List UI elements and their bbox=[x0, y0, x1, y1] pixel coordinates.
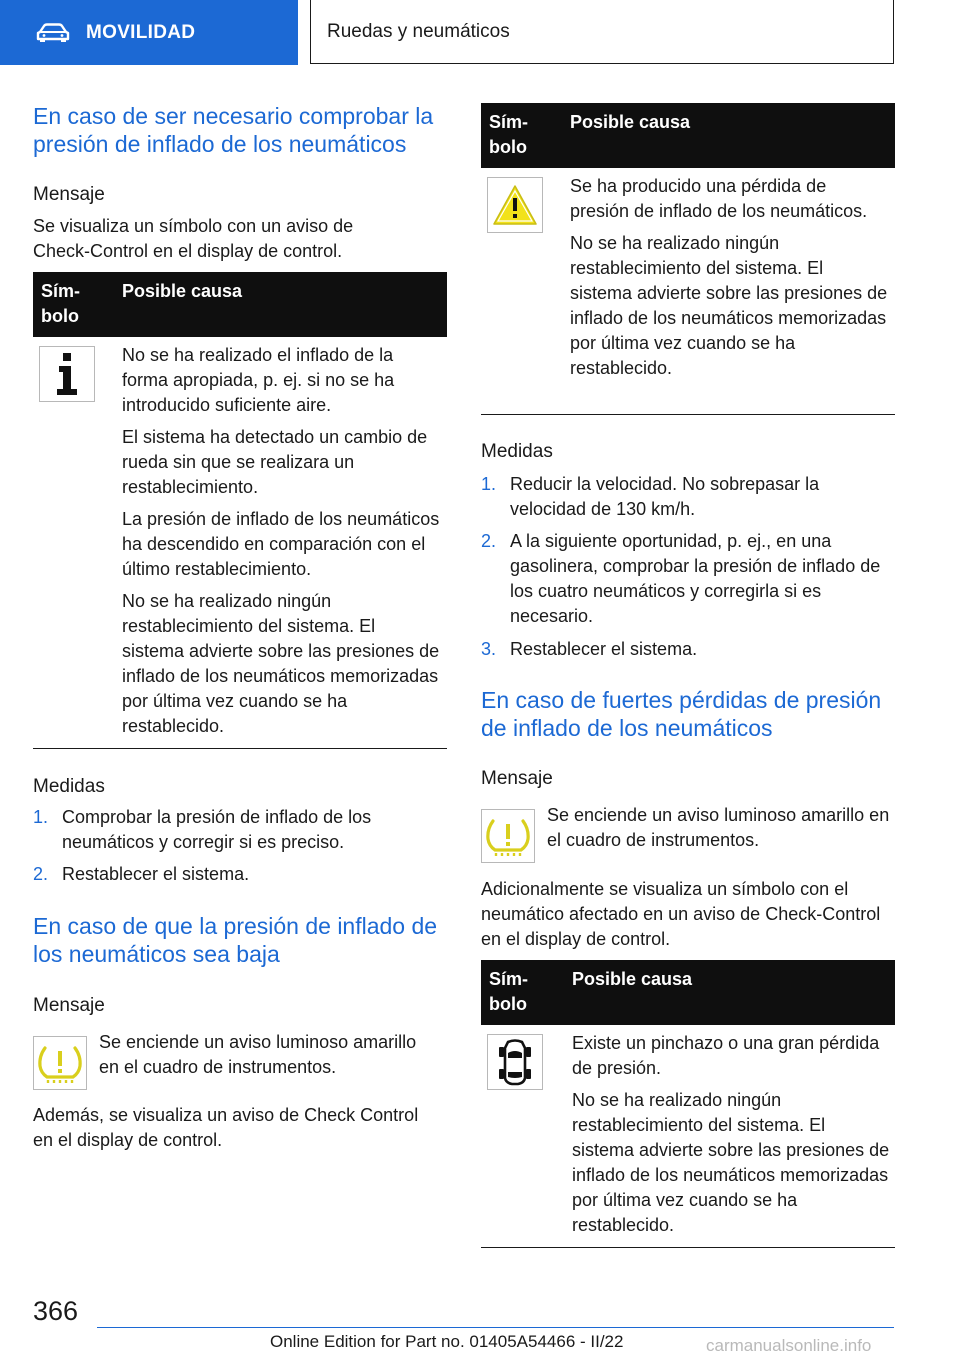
column-cause: Posible causa bbox=[570, 112, 691, 132]
watermark: carmanualsonline.info bbox=[706, 1336, 872, 1355]
heading-check-pressure: En caso de ser necesario comprobar la presión de inflado de los neumáticos bbox=[33, 103, 434, 157]
medidas-label: Medidas bbox=[481, 441, 553, 462]
section-tab bbox=[0, 0, 298, 65]
column-symbol: Sím-bolo bbox=[489, 969, 529, 1014]
section-title: MOVILIDAD bbox=[86, 21, 196, 43]
car-tire-damage-icon bbox=[487, 1034, 543, 1090]
mensaje-label: Mensaje bbox=[33, 184, 105, 205]
cause-list bbox=[122, 343, 440, 746]
cause-text: Existe un pinchazo o una gran pérdida de presión. bbox=[572, 1033, 880, 1078]
table-divider bbox=[481, 414, 895, 415]
table-divider bbox=[33, 748, 447, 749]
cause-text: La presión de inflado de los neumáticos ha descendido en comparación con el último restablecimiento. bbox=[122, 509, 440, 579]
mensaje-label: Mensaje bbox=[33, 995, 105, 1016]
cause-list bbox=[572, 1031, 890, 1245]
medidas-label: Medidas bbox=[33, 776, 105, 797]
lamp-text: Se enciende un aviso luminoso amarillo en el cuadro de instrumentos. bbox=[547, 805, 890, 850]
ademas-text: Además, se visualiza un aviso de Check Control en el display de control. bbox=[33, 1105, 419, 1150]
step-text: Comprobar la presión de inflado de los neumáticos y corregir si es preciso. bbox=[62, 807, 372, 852]
column-cause: Posible causa bbox=[122, 281, 243, 301]
cause-text: El sistema ha detectado un cambio de rueda sin que se realizara un restablecimiento. bbox=[122, 427, 428, 497]
table-header bbox=[481, 103, 895, 168]
tire-pressure-warning-icon bbox=[33, 1036, 87, 1090]
step-text: Reducir la velocidad. No sobrepasar la velocidad de 130 km/h. bbox=[510, 474, 820, 519]
cause-text: No se ha realizado ningún restablecimiento del sistema. El sistema advierte sobre las presiones de inflado de los neumáticos memorizadas por última vez cuando se ha restablecido. bbox=[122, 591, 440, 736]
edition-text: Online Edition for Part no. 01405A54466 - II/22 bbox=[270, 1332, 624, 1351]
column-symbol: Sím-bolo bbox=[41, 281, 81, 326]
cause-text: No se ha realizado ningún restablecimiento del sistema. El sistema advierte sobre las presiones de inflado de los neumáticos memorizadas por última vez cuando se ha restablecido. bbox=[572, 1090, 890, 1235]
step-number: 3. bbox=[481, 639, 497, 659]
step-text: Restablecer el sistema. bbox=[62, 864, 250, 884]
step-number: 2. bbox=[481, 531, 497, 551]
step-number: 1. bbox=[33, 807, 49, 827]
info-icon bbox=[39, 346, 95, 402]
adicional-text: Adicionalmente se visualiza un símbolo con el neumático afectado en un aviso de Check-Control en el display de control. bbox=[481, 879, 881, 949]
mensaje-text: Se visualiza un símbolo con un aviso de Check-Control en el display de control. bbox=[33, 216, 354, 261]
tire-pressure-warning-icon bbox=[481, 809, 535, 863]
column-cause: Posible causa bbox=[572, 969, 693, 989]
cause-list bbox=[570, 174, 888, 388]
footer-rule bbox=[97, 1327, 894, 1328]
table-header bbox=[33, 272, 447, 337]
page-number: 366 bbox=[33, 1296, 79, 1326]
cause-text: No se ha realizado ningún restablecimiento del sistema. El sistema advierte sobre las presiones de inflado de los neumáticos memorizadas por última vez cuando se ha restablecido. bbox=[570, 233, 888, 378]
steps-list bbox=[33, 805, 447, 895]
table-header bbox=[481, 960, 895, 1025]
steps-list bbox=[481, 472, 895, 662]
heading-low-pressure: En caso de que la presión de inflado de los neumáticos sea baja bbox=[33, 913, 438, 967]
step-text: Restablecer el sistema. bbox=[510, 639, 698, 659]
step-number: 2. bbox=[33, 864, 49, 884]
lamp-text: Se enciende un aviso luminoso amarillo en el cuadro de instrumentos. bbox=[99, 1032, 417, 1077]
heading-strong-loss: En caso de fuertes pérdidas de presión de inflado de los neumáticos bbox=[481, 687, 882, 741]
cause-text: No se ha realizado el inflado de la forma apropiada, p. ej. si no se ha introducido suficiente aire. bbox=[122, 345, 395, 415]
cause-text: Se ha producido una pérdida de presión de inflado de los neumáticos. bbox=[570, 176, 868, 221]
step-number: 1. bbox=[481, 474, 497, 494]
step-text: A la siguiente oportunidad, p. ej., en una gasolinera, comprobar la presión de inflado de los cuatro neumáticos y corregirla si es necesario. bbox=[510, 531, 881, 626]
warning-triangle-icon bbox=[487, 177, 543, 233]
table-divider bbox=[481, 1247, 895, 1248]
mensaje-label: Mensaje bbox=[481, 768, 553, 789]
column-symbol: Sím-bolo bbox=[489, 112, 529, 157]
chapter-title: Ruedas y neumáticos bbox=[310, 0, 894, 64]
car-icon bbox=[36, 23, 70, 43]
